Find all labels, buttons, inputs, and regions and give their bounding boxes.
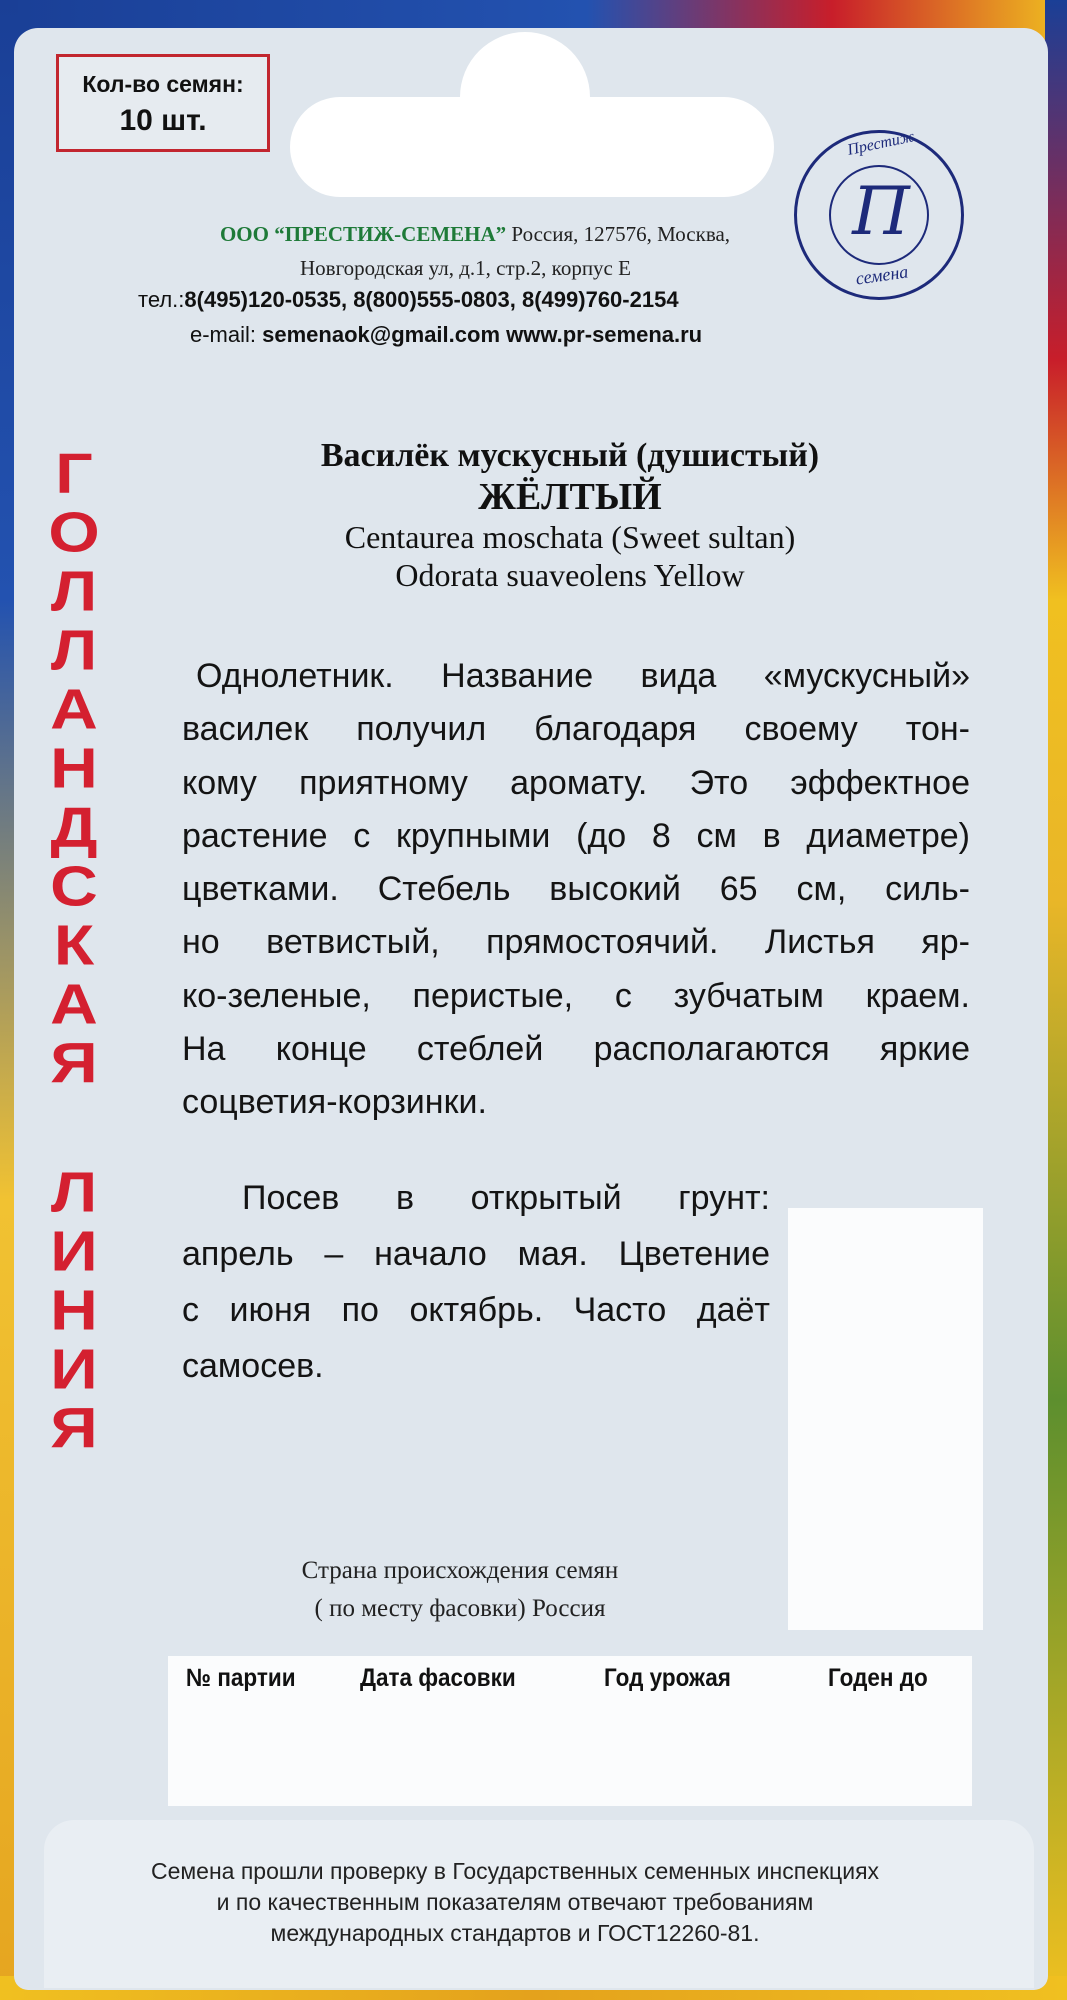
product-description — [182, 650, 970, 1130]
batch-info-table — [168, 1656, 972, 1806]
stamp-bottom-text: семена — [854, 261, 910, 289]
certification-text — [90, 1856, 940, 1949]
phones-numbers: 8(495)120-0535, 8(800)555-0803, 8(499)760-2154 — [184, 287, 679, 312]
phones-label: тел.: — [138, 287, 185, 312]
sowing-line: самосев. — [182, 1347, 324, 1385]
vertical-series-title — [44, 440, 104, 1460]
vertical-letter: Л — [50, 1159, 98, 1224]
vertical-letter: С — [50, 853, 98, 918]
origin-info — [240, 1552, 680, 1628]
packing-date-header: Дата фасовки — [360, 1664, 516, 1692]
product-title — [160, 436, 980, 594]
sowing-line: апрель – начало мая. Цветение — [182, 1235, 770, 1273]
company-address-line1: Россия, 127576, Москва, — [506, 222, 731, 246]
sowing-line: Посев в открытый грунт: — [242, 1179, 770, 1217]
seed-count-value: 10 шт. — [119, 104, 207, 137]
description-line: василек получил благодаря своему тон- — [182, 710, 970, 749]
description-line: Однолетник. Название вида «мускусный» — [196, 657, 970, 695]
stamp-inner-circle — [829, 165, 929, 265]
right-border-decoration — [1045, 0, 1067, 2000]
blank-sticker-area — [788, 1208, 983, 1630]
seed-count-box — [56, 54, 270, 152]
vertical-letter: Д — [50, 794, 98, 859]
vertical-letter: Н — [50, 735, 98, 800]
vertical-letter: А — [50, 971, 98, 1036]
brand-stamp-logo — [794, 130, 964, 300]
company-name: ООО “ПРЕСТИЖ-СЕМЕНА” — [219, 222, 507, 246]
expiry-date-header: Годен до — [828, 1664, 928, 1692]
sowing-info — [182, 1170, 770, 1394]
vertical-letter: И — [50, 1218, 98, 1283]
certification-line: Семена прошли проверку в Государственных семенных инспекциях — [150, 1858, 880, 1884]
vertical-letter: К — [53, 912, 95, 977]
company-email — [190, 322, 890, 348]
description-line: но ветвистый, прямостоячий. Листья яр- — [182, 923, 970, 962]
description-line: растение с крупными (до 8 см в диаметре) — [182, 816, 970, 855]
vertical-letter: Я — [50, 1395, 98, 1460]
description-line: ко-зеленые, перистые, с зубчатым краем. — [182, 976, 970, 1015]
origin-line1: Страна происхождения семян — [301, 1557, 619, 1584]
origin-line2: ( по месту фасовки) Россия — [314, 1595, 606, 1622]
vertical-letter: Н — [50, 1277, 98, 1342]
vertical-letter: И — [50, 1336, 98, 1401]
harvest-year-header: Год урожая — [604, 1664, 731, 1692]
vertical-gap — [44, 1094, 104, 1154]
vertical-letter: Я — [50, 1030, 98, 1095]
product-name-ru: Василёк мускусный (душистый) — [320, 437, 820, 474]
sowing-line: с июня по октябрь. Часто даёт — [182, 1291, 770, 1329]
email-and-site: semenaok@gmail.com www.pr-semena.ru — [262, 322, 703, 347]
email-label: e-mail: — [190, 322, 263, 347]
batch-number-header: № партии — [186, 1664, 296, 1692]
description-line: кому приятному аромату. Это эффектное — [182, 763, 970, 802]
stamp-top-text: Престиж — [845, 128, 916, 159]
vertical-letter: Л — [50, 617, 98, 682]
company-address-line2: Новгородская ул, д.1, стр.2, корпус Е — [300, 256, 631, 280]
company-phones — [138, 287, 958, 313]
certification-line: и по качественным показателям отвечают требованиям — [216, 1889, 814, 1915]
certification-line: международных стандартов и ГОСТ12260-81. — [270, 1920, 760, 1946]
product-variety-ru: ЖЁЛТЫЙ — [478, 476, 662, 518]
vertical-letter: О — [48, 499, 100, 564]
product-name-latin: Centaurea moschata (Sweet sultan) — [344, 519, 796, 555]
stamp-letter: П — [852, 173, 910, 250]
description-line: соцветия-корзинки. — [182, 1083, 487, 1122]
vertical-letter: Г — [55, 440, 93, 505]
vertical-letter: Л — [50, 558, 98, 623]
description-line: цветками. Стебель высокий 65 см, силь- — [182, 870, 970, 909]
hang-hole-top — [460, 32, 590, 152]
company-line — [130, 222, 820, 247]
seed-count-label: Кол-во семян: — [82, 71, 244, 97]
product-variety-latin: Odorata suaveolens Yellow — [395, 557, 745, 593]
vertical-letter: А — [50, 676, 98, 741]
description-line: На конце стеблей располагаются яркие — [182, 1030, 970, 1069]
